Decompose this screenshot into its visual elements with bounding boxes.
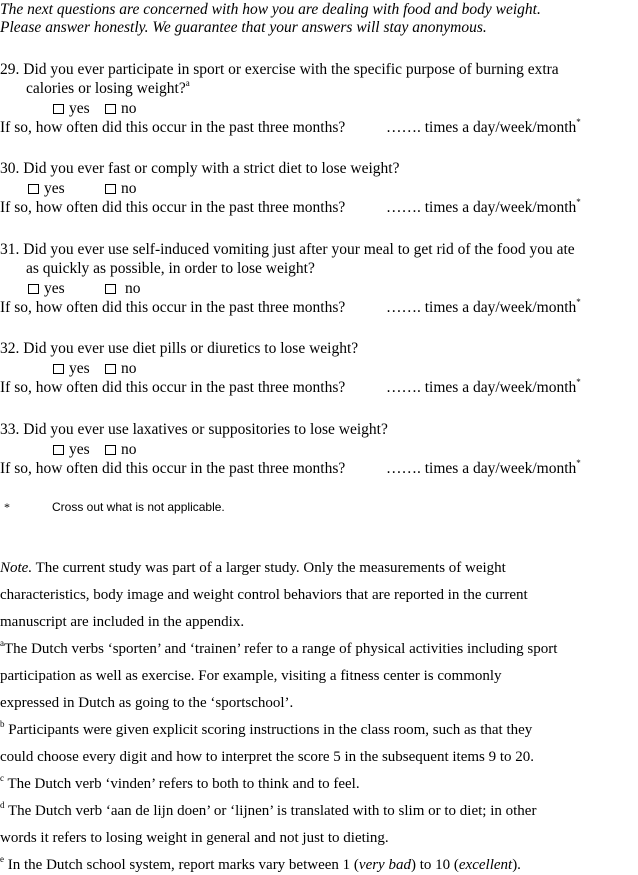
q29-yes-checkbox[interactable] xyxy=(53,104,64,114)
note-b-line-1: $^b$ Participants were given explicit scoring instructions in the class room, such as that they xyxy=(0,719,533,738)
note-a-line-1: $^a$The Dutch verbs ‘sporten’ and ‘trainen’ refer to a range of physical activities including sport xyxy=(0,638,558,657)
note-d-line-1: $^d$ The Dutch verb ‘aan de lijn doen’ or ‘lijnen’ is translated with to slim or to diet; in other xyxy=(0,800,537,819)
q32-no-option[interactable]: no xyxy=(105,359,137,379)
q32-frequency-question: If so, how often did this occur in the past three months? xyxy=(0,379,346,396)
q31-frequency-answer[interactable]: ……. times a day/week/month* xyxy=(386,297,581,316)
q33-frequency-question: If so, how often did this occur in the past three months? xyxy=(0,460,346,477)
question-32-line-1: 32. Did you ever use diet pills or diuretics to lose weight? xyxy=(0,340,359,357)
q33-frequency-answer[interactable]: ……. times a day/week/month* xyxy=(386,458,581,477)
q33-yes-option[interactable]: yes xyxy=(53,440,90,460)
footnote-mark: * xyxy=(4,500,10,514)
note-c-line-1: $^c$ The Dutch verb ‘vinden’ refers to both to think and to feel. xyxy=(0,773,360,792)
q31-yes-checkbox[interactable] xyxy=(28,284,39,294)
q30-no-option[interactable]: no xyxy=(105,179,137,199)
q33-no-option[interactable]: no xyxy=(105,440,137,460)
intro-line-1: The next questions are concerned with how you are dealing with food and body weight. xyxy=(0,1,541,18)
q31-frequency-question: If so, how often did this occur in the past three months? xyxy=(0,299,346,316)
question-30-line-1: 30. Did you ever fast or comply with a strict diet to lose weight? xyxy=(0,160,400,177)
question-31-line-2: as quickly as possible, in order to lose weight? xyxy=(26,260,315,277)
q29-yes-option[interactable]: yes xyxy=(53,99,90,119)
q29-frequency-answer[interactable]: ……. times a day/week/month* xyxy=(386,117,581,136)
note-line-3: manuscript are included in the appendix. xyxy=(0,614,245,630)
q32-frequency-answer[interactable]: ……. times a day/week/month* xyxy=(386,377,581,396)
note-a-line-2: participation as well as exercise. For example, visiting a fitness center is commonly xyxy=(0,668,502,684)
q30-yes-checkbox[interactable] xyxy=(28,184,39,194)
q32-yes-option[interactable]: yes xyxy=(53,359,90,379)
q31-no-option[interactable]: no xyxy=(105,279,141,299)
q29-no-checkbox[interactable] xyxy=(105,104,116,114)
question-29-line-2: calories or losing weight?$^a$ xyxy=(26,78,190,97)
note-line-1: Note. The current study was part of a larger study. Only the measurements of weight xyxy=(0,560,506,576)
q30-frequency-answer[interactable]: ……. times a day/week/month* xyxy=(386,197,581,216)
note-d-line-2: words it refers to losing weight in general and not just to dieting. xyxy=(0,830,389,846)
q32-no-checkbox[interactable] xyxy=(105,364,116,374)
question-33-line-1: 33. Did you ever use laxatives or suppositories to lose weight? xyxy=(0,421,388,438)
q30-frequency-question: If so, how often did this occur in the past three months? xyxy=(0,199,346,216)
q33-yes-checkbox[interactable] xyxy=(53,445,64,455)
note-line-2: characteristics, body image and weight control behaviors that are reported in the current xyxy=(0,587,528,603)
q30-no-checkbox[interactable] xyxy=(105,184,116,194)
q29-frequency-question: If so, how often did this occur in the past three months? xyxy=(0,119,346,136)
q30-yes-option[interactable]: yes xyxy=(28,179,65,199)
question-29-line-1: 29. Did you ever participate in sport or exercise with the specific purpose of burning extra xyxy=(0,61,559,78)
note-a-line-3: expressed in Dutch as going to the ‘sportschool’. xyxy=(0,695,294,711)
q29-no-option[interactable]: no xyxy=(105,99,137,119)
q31-yes-option[interactable]: yes xyxy=(28,279,65,299)
q31-no-checkbox[interactable] xyxy=(105,284,116,294)
q32-yes-checkbox[interactable] xyxy=(53,364,64,374)
note-e-line-1: $^e$ In the Dutch school system, report marks vary between 1 (very bad) to 10 (excellent). xyxy=(0,854,521,873)
footnote-text: Cross out what is not applicable. xyxy=(52,500,225,514)
note-b-line-2: could choose every digit and how to interpret the score 5 in the subsequent items 9 to 20. xyxy=(0,749,535,765)
intro-line-2: Please answer honestly. We guarantee that your answers will stay anonymous. xyxy=(0,19,487,36)
question-31-line-1: 31. Did you ever use self-induced vomiting just after your meal to get rid of the food you ate xyxy=(0,241,575,258)
q33-no-checkbox[interactable] xyxy=(105,445,116,455)
